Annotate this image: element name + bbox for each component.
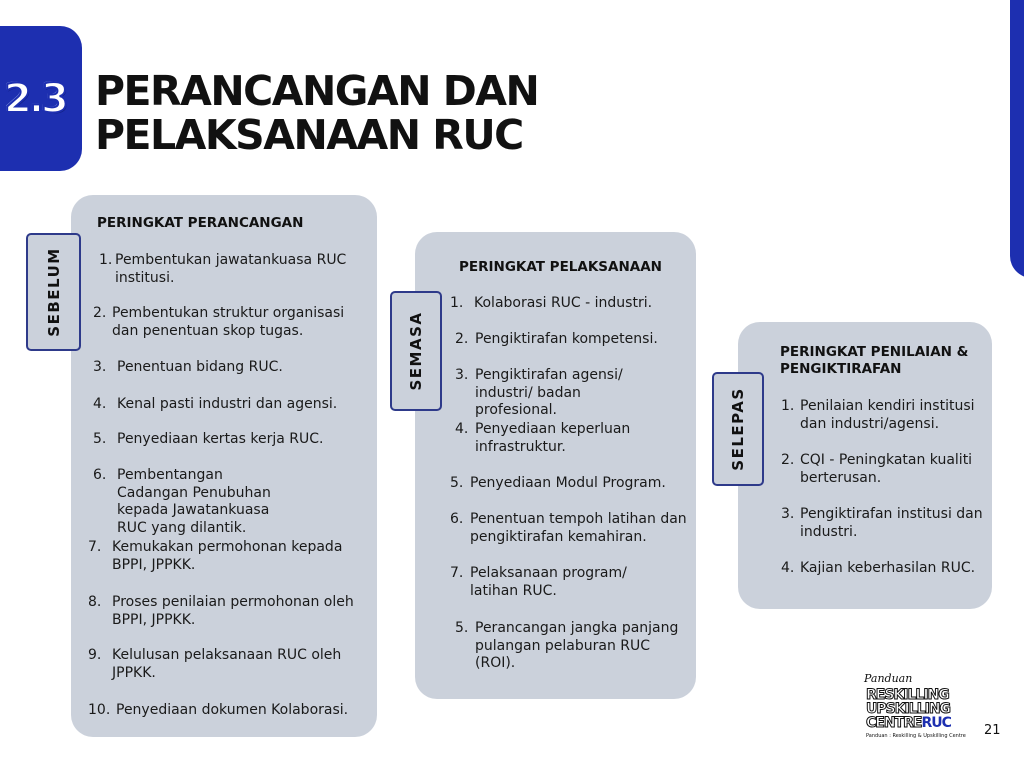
list-item	[88, 702, 368, 720]
stage-label-text: SEBELUM	[44, 247, 63, 337]
section-number: 2.3	[4, 76, 66, 122]
list-item	[455, 421, 691, 456]
list-item	[450, 511, 692, 546]
list-item-number: 8.	[88, 594, 102, 610]
ruc-logo	[862, 672, 967, 744]
list-item-number: 7.	[450, 565, 464, 581]
list-item	[93, 467, 351, 537]
list-item-text: Pembentukan struktur organisasi dan penentuan skop tugas.	[112, 305, 345, 339]
evaluation-stage-heading: PERINGKAT PENILAIAN & PENGIKTIRAFAN	[780, 344, 969, 377]
list-item-text: Proses penilaian permohonan oleh BPPI, JPPKK.	[112, 594, 354, 628]
list-item-number: 5.	[450, 475, 464, 491]
list-item-number: 10.	[88, 702, 111, 718]
page-title	[95, 69, 538, 157]
list-item	[455, 331, 691, 349]
stage-label-text: SEMASA	[407, 311, 425, 391]
implementation-stage-card	[415, 232, 696, 699]
logo-line3-centre: CENTRE	[866, 715, 922, 731]
evaluation-stage-card	[738, 322, 992, 609]
stage-label-text: SELEPAS	[729, 387, 747, 471]
logo-line1: RESKILLING	[866, 687, 949, 703]
list-item-text: Penilaian kendiri institusi dan industri/agensi.	[800, 398, 975, 432]
list-item	[88, 539, 356, 574]
list-item-number: 5.	[93, 431, 107, 447]
logo-line3	[866, 716, 951, 730]
page-number: 21	[984, 723, 1001, 738]
list-item-text: Penyediaan kertas kerja RUC.	[117, 431, 324, 447]
list-item-text: Kolaborasi RUC - industri.	[474, 295, 653, 311]
list-item-number: 1.	[781, 398, 795, 414]
list-item	[93, 305, 353, 340]
list-item-number: 2.	[93, 305, 107, 321]
list-item-number: 4.	[93, 396, 107, 412]
list-item	[93, 431, 353, 449]
list-item-text: Kelulusan pelaksanaan RUC oleh JPPKK.	[112, 647, 342, 681]
list-item-text: Penyediaan Modul Program.	[470, 475, 666, 491]
list-item	[93, 359, 353, 377]
list-item-text: Penentuan bidang RUC.	[117, 359, 283, 375]
list-item	[781, 506, 986, 541]
list-item-number: 2.	[455, 331, 469, 347]
list-item-number: 3.	[781, 506, 795, 522]
list-item	[88, 594, 356, 629]
logo-line2: UPSKILLING	[866, 701, 951, 717]
page-title-line2: PELAKSANAAN RUC	[95, 111, 523, 159]
list-item	[99, 252, 349, 287]
planning-stage-heading: PERINGKAT PERANCANGAN	[97, 215, 304, 231]
list-item-text: Pelaksanaan program/ latihan RUC.	[470, 565, 627, 599]
list-item	[781, 398, 986, 433]
list-item	[781, 560, 986, 578]
list-item-text: Kenal pasti industri dan agensi.	[117, 396, 338, 412]
list-item-text: CQI - Peningkatan kualiti berterusan.	[800, 452, 973, 486]
logo-tagline: Panduan : Reskilling & Upskilling Centre	[866, 733, 966, 739]
list-item-number: 1.	[99, 252, 113, 268]
list-item-number: 9.	[88, 647, 102, 663]
list-item-number: 7.	[88, 539, 102, 555]
list-item-number: 3.	[455, 367, 469, 383]
planning-stage-card	[71, 195, 377, 737]
list-item-number: 2.	[781, 452, 795, 468]
list-item	[88, 647, 356, 682]
list-item-number: 4.	[455, 421, 469, 437]
list-item-text: Kajian keberhasilan RUC.	[800, 560, 976, 576]
list-item	[455, 620, 691, 673]
list-item-text: Kemukakan permohonan kepada BPPI, JPPKK.	[112, 539, 343, 573]
list-item-text: Penyediaan dokumen Kolaborasi.	[116, 702, 349, 718]
stage-label-selepas	[712, 372, 764, 486]
list-item-text: Penentuan tempoh latihan dan pengiktirafan kemahiran.	[470, 511, 687, 545]
list-item-text: Pembentangan Cadangan Penubuhan kepada Jawatankuasa RUC yang dilantik.	[117, 467, 271, 536]
list-item-number: 1.	[450, 295, 464, 311]
right-edge-decoration	[1010, 0, 1024, 278]
list-item-text: Penyediaan keperluan infrastruktur.	[475, 421, 631, 455]
page-title-line1: PERANCANGAN DAN	[95, 67, 539, 115]
implementation-stage-heading: PERINGKAT PELAKSANAAN	[459, 259, 662, 275]
list-item	[450, 475, 692, 493]
list-item	[450, 565, 692, 600]
list-item-text: Pengiktirafan institusi dan industri.	[800, 506, 983, 540]
list-item-text: Pengiktirafan kompetensi.	[475, 331, 658, 347]
list-item-text: Pengiktirafan agensi/ industri/ badan profesional.	[475, 367, 623, 418]
list-item-number: 5.	[455, 620, 469, 636]
stage-label-sebelum	[26, 233, 81, 351]
list-item-number: 3.	[93, 359, 107, 375]
stage-label-semasa	[390, 291, 442, 411]
logo-script: Panduan	[864, 672, 913, 685]
list-item	[455, 367, 691, 420]
list-item	[93, 396, 353, 414]
list-item-text: Pembentukan jawatankuasa RUC institusi.	[115, 252, 347, 286]
list-item-number: 4.	[781, 560, 795, 576]
list-item	[450, 295, 690, 313]
list-item-text: Perancangan jangka panjang pulangan pelaburan RUC (ROI).	[475, 620, 679, 671]
list-item	[781, 452, 986, 487]
list-item-number: 6.	[450, 511, 464, 527]
list-item-number: 6.	[93, 467, 107, 483]
logo-line3-ruc: RUC	[921, 715, 951, 731]
